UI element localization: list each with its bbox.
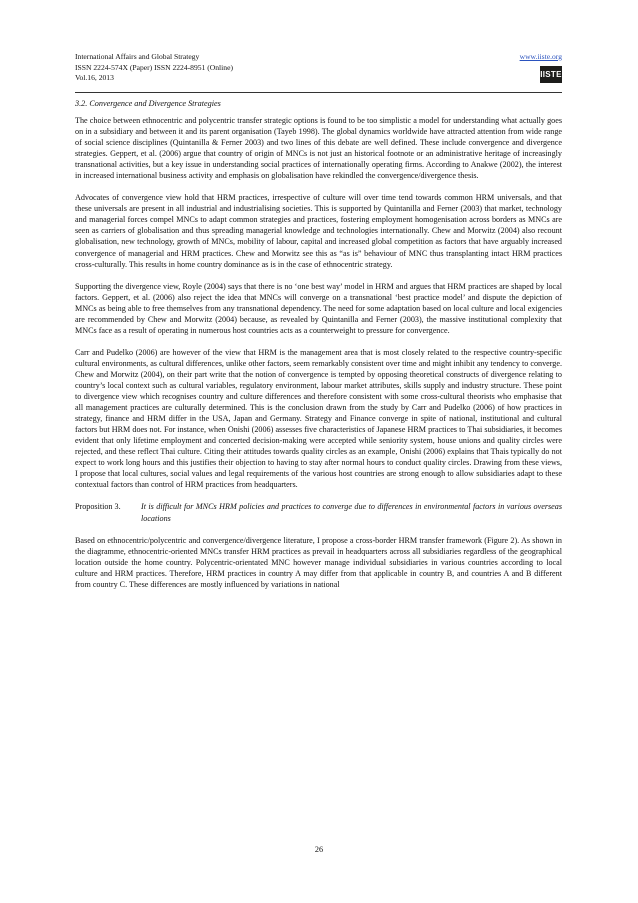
paragraph-3: Supporting the divergence view, Royle (2004) says that there is no ‘one best way’ model in HRM and argues that HRM practices are shaped by local factors. Geppert, et al. (2006) also reject the idea that MNCs will converge on a transnational ‘best practice model’ and dispute the depiction of MNCs as being able to free themselves from any transnational dependency. The need for some adaptation based on local culture and local exigencies are recommended by Chew and Morwitz (2004) because, as revealed by Quintanilla and Ferner (2003), the massive institutional complexity that MNCs face as a result of operating in numerous host countries acts as a counterweight to pressure for convergence. bbox=[75, 281, 562, 335]
page-number: 26 bbox=[314, 845, 324, 854]
journal-url-link[interactable]: www.iiste.org bbox=[519, 52, 562, 61]
section-title: 3.2. Convergence and Divergence Strategies bbox=[75, 99, 221, 108]
page bbox=[75, 52, 562, 601]
paragraph-5: Based on ethnocentric/polycentric and convergence/divergence literature, I propose a cross-border HRM transfer framework (Figure 2). As shown in the diagramme, ethnocentric-oriented MNCs transfer HRM practices as prevail in headquarters across all subsidiaries regardless of the geographical location outside the home country. Polycentric-orientated MNC however manage individual subsidiaries in various countries according to local culture and HRM practices. Therefore, HRM practices in country A may differ from that applicable in country B, and countries A and B different from country C. These differences are mostly influenced by variations in national bbox=[75, 535, 562, 589]
iiste-logo: IISTE bbox=[540, 66, 562, 83]
header-right bbox=[520, 52, 562, 83]
proposition bbox=[75, 501, 562, 523]
journal-name: International Affairs and Global Strategy bbox=[75, 52, 200, 61]
paragraph-2: Advocates of convergence view hold that HRM practices, irrespective of culture will over time tend towards common HRM universals, and that these universals are present in all industrial and industrialising societies. This is supported by Quintanilla and Ferner (2003) that market, technology and managerial forces compel MNCs to adapt common strategies and practices, fostering employment homogenisation across borders as MNCs are seen as carriers of globalisation and thus spreading managerial knowledge and technologies internationally. Chew and Morwitz (2004) also recount globalisation, new technology, growth of MNCs, mobility of labour, capital and increased global competition as factors that have arguably increased convergence of managerial and HRM practices. Chew and Morwitz see this as “as is” behaviour of MNC thus transplanting intact HRM practices cross-culturally. This results in home country dominance as is in the case of ethnocentric strategy. bbox=[75, 193, 562, 269]
paragraph-4: Carr and Pudelko (2006) are however of the view that HRM is the management area that is most closely related to the respective country-specific cultural environments, as cultural differences, unlike other factors, seem remarkably consistent over time and might inhibit any tendency to converge. Chew and Morwitz (2004), on their part write that the notion of convergence is tempted by opposing theoretical constructs of divergence relating to country’s local context such as cultural variables, regulatory environment, labour market attributes, skills supply and industry structure. These point to divergence view which recognises country and culture differences and therefore consistent with some cross-cultural theorists who emphasise that all management practices are culturally determined. This is the conclusion drawn from the study by Carr and Pudelko (2006) of how practices in strategy, finance and HRM differ in the USA, Japan and Germany. Strategy and Finance converge in spite of national, institutional and cultural factors but HRM does not. For instance, when Onishi (2006) assesses five characteristics of Japanese HRM practices to Thai subsidiaries, it becomes evident that only lifetime employment and concerted decision-making were accepted while seniority system, house unions and quality circles were rejected, and these reflect Thai culture. Citing their attitudes towards quality circles as an example, Onishi (2006) explains that Thais typically do not expect to work long hours and this justifies their objection to having to stay after normal hours to conduct quality circles. Drawing from these views, I propose that local cultures, social values and legal requirements of the various host countries are strong enough to allow subsidiaries adapt to these contextual factors than control of HRM practices from headquarters. bbox=[75, 347, 562, 490]
journal-info bbox=[75, 52, 562, 84]
volume-line: Vol.16, 2013 bbox=[75, 73, 114, 83]
proposition-label: Proposition 3. bbox=[75, 502, 121, 512]
paragraph-1: The choice between ethnocentric and polycentric transfer strategic options is found to be too simplistic a model for understanding what actually goes on in a subsidiary and between it and its parent organisation (Tayeb 1998). The global dynamics worldwide have attracted attention from wide range of social science disciplines (Quintanilla & Ferner 2003) and two lines of this debate are well defined. These include convergence and divergence strategies. Geppert, et al. (2006) argue that country of origin of MNCs is not just an historical footnote or an administrative heritage of increasingly transnational activities, but a key issue in understanding social practices of internationally operating firms. According to Anakwe (2002), the interest in increased international business activity and emphasis on globalisation have rekindled the convergence/divergence thesis. bbox=[75, 116, 562, 181]
issn-line: ISSN 2224-574X (Paper) ISSN 2224-8951 (Online) bbox=[75, 62, 233, 72]
header-divider bbox=[75, 92, 562, 93]
proposition-text: It is difficult for MNCs HRM policies and practices to converge due to differences in environmental factors in various overseas locations bbox=[141, 502, 562, 523]
page-header bbox=[75, 52, 562, 92]
